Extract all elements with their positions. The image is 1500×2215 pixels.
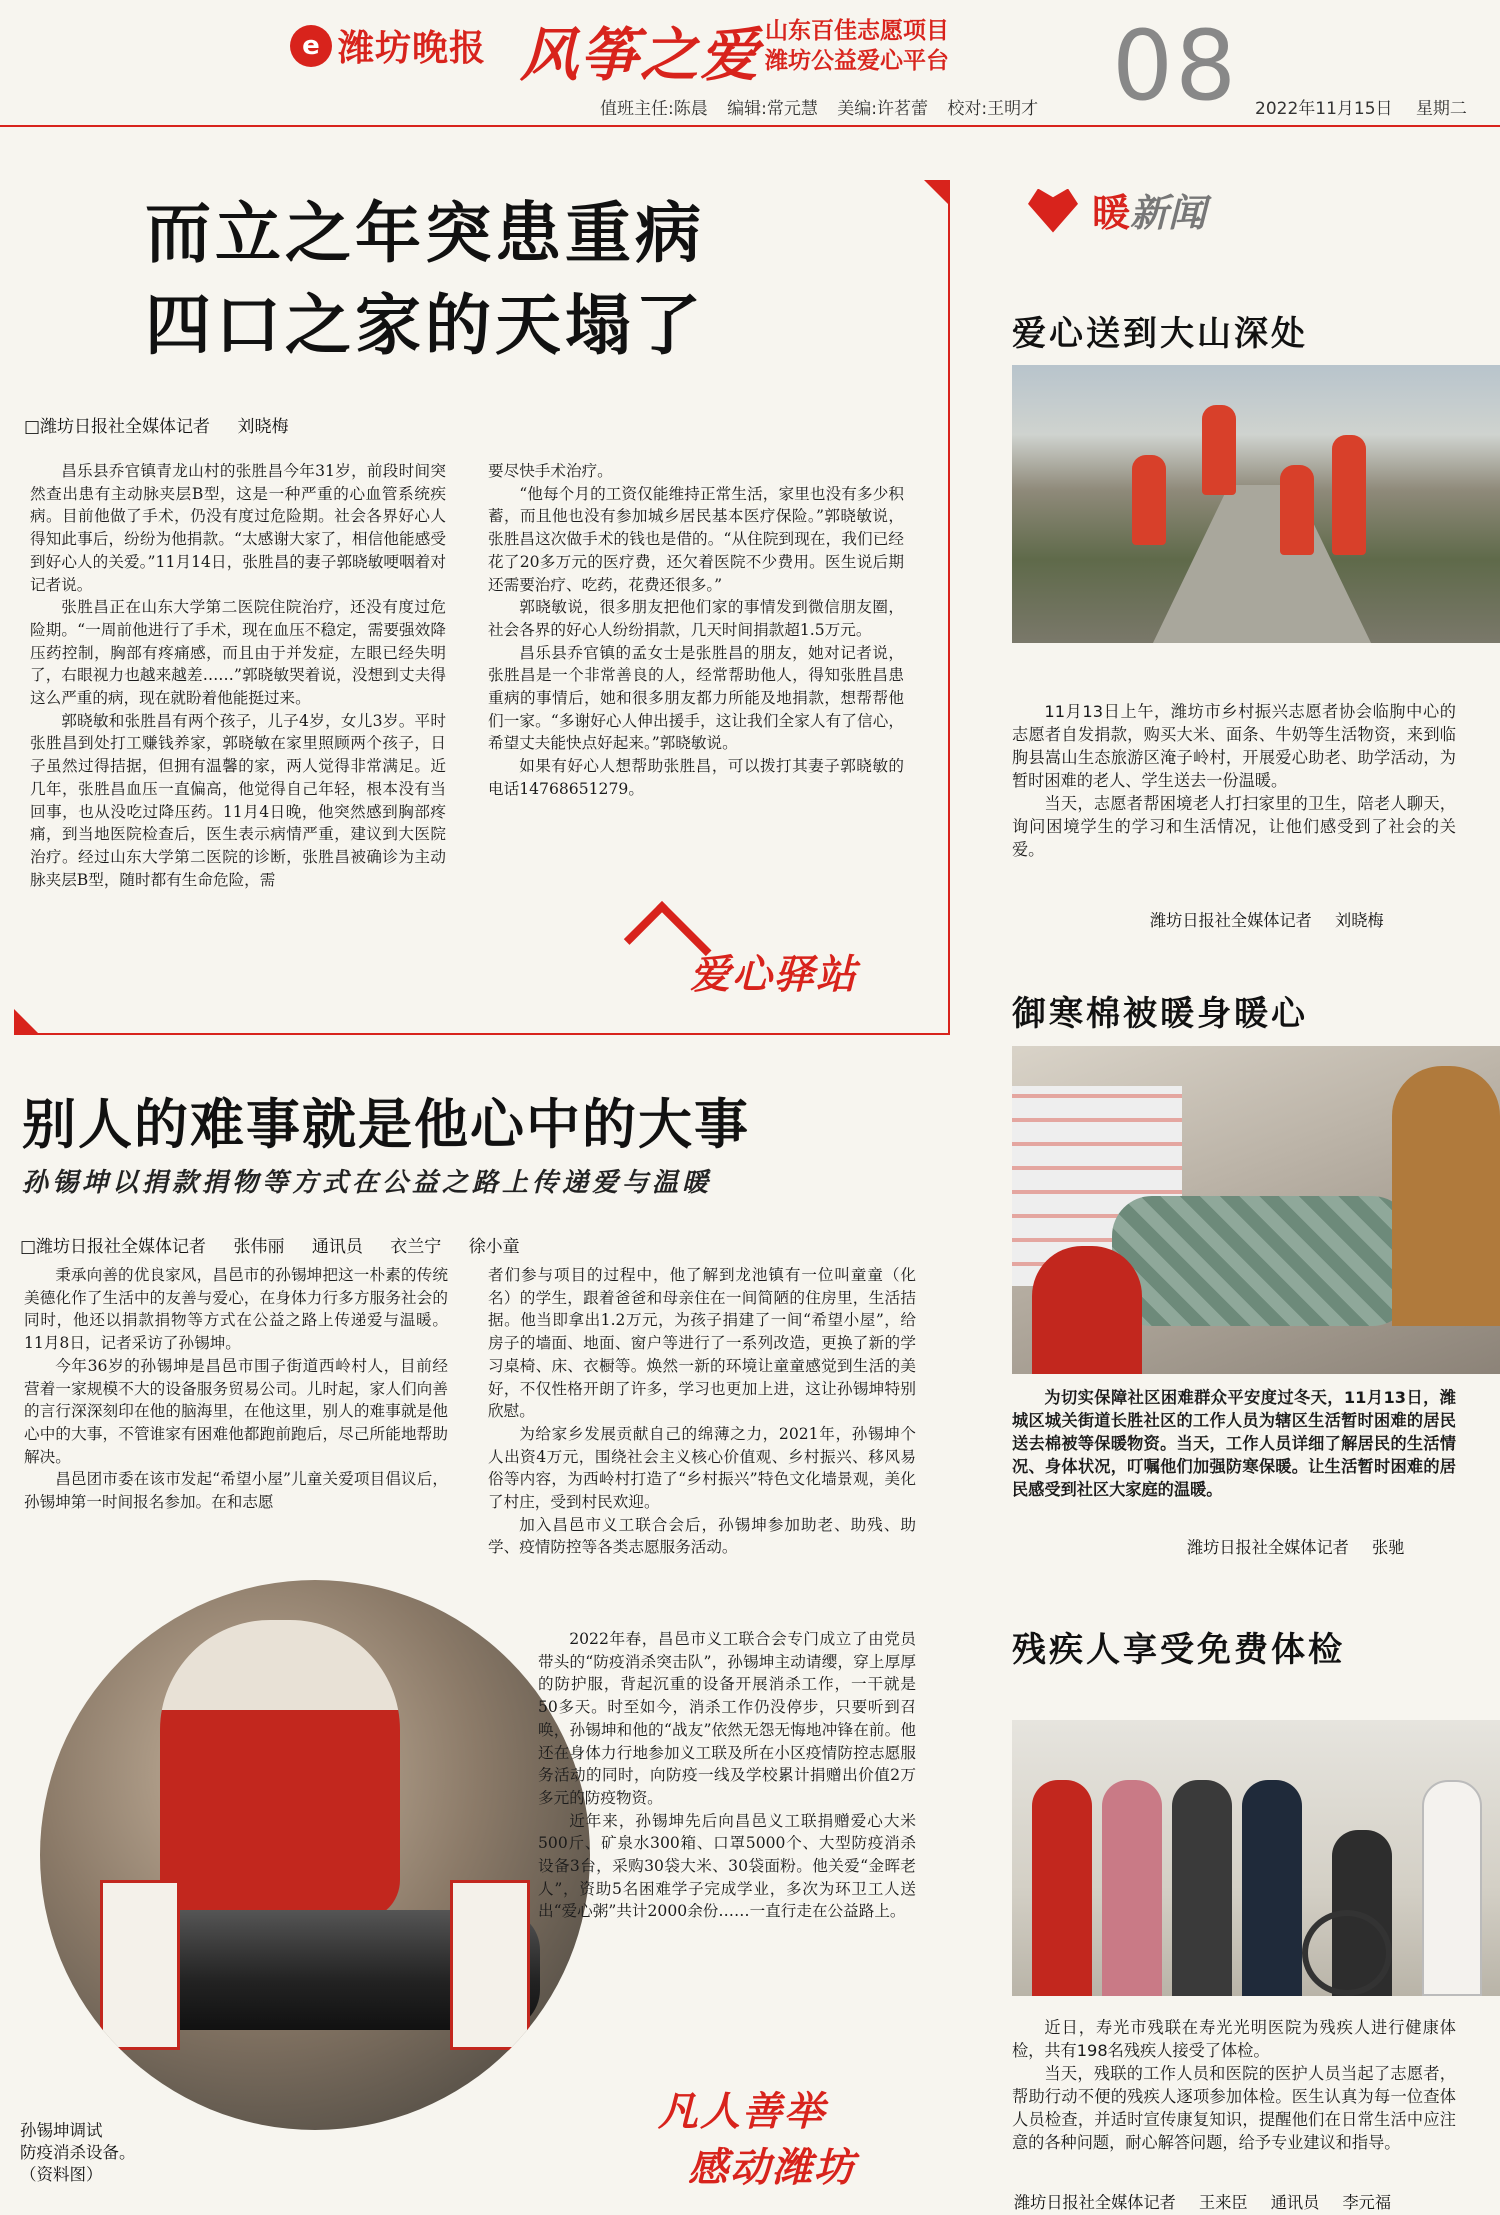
photo-person: [1242, 1780, 1302, 1996]
article2-column2: [488, 1264, 916, 1559]
photo-person: [1102, 1780, 1162, 1996]
article1-byline: [24, 412, 310, 437]
article2-subheadline: 孙锡坤以捐款捐物等方式在公益之路上传递爱与温暖: [22, 1168, 713, 1198]
paragraph: 者们参与项目的过程中，他了解到龙池镇有一位叫童童（化名）的学生，跟着爸爸和母亲住在一间简陋的住房里，生活拮据。他当即拿出1.2万元，为孩子捐建了一间“希望小屋”，给房子的墙面、地面、窗户等进行了一系列改造，更换了新的学习桌椅、床、衣橱等。焕然一新的环境让童童感觉到生活的美好，不仅性格开朗了许多，学习也更加上进，这让孙锡坤特别欣慰。: [488, 1266, 916, 1421]
paragraph: 2022年春，昌邑市义工联合会专门成立了由党员带头的“防疫消杀突击队”，孙锡坤主动请缨，穿上厚厚的防护服，背起沉重的设备开展消杀工作，一干就是50多天。时至如今，消杀工作仍没停步，只要听到召唤，孙锡坤和他的“战友”依然无怨无悔地冲锋在前。他还在身体力行地参加义工联及所在小区疫情防控志愿服务活动的同时，向防疫一线及学校累计捐赠出价值2万多元的防疫物资。: [538, 1630, 916, 1807]
paragraph: 如果有好心人想帮助张胜昌，可以拨打其妻子郭晓敏的电话14768651279。: [488, 757, 904, 798]
photo-quilt: [1112, 1196, 1412, 1326]
story2-body: [1012, 1386, 1456, 1501]
story1-photo: [1012, 365, 1500, 643]
staff-editor: 编辑:常元慧: [727, 99, 818, 119]
ordinary-deeds-stamp: [628, 2080, 908, 2210]
photo-volunteer: [1132, 455, 1166, 545]
paragraph: 昌乐县乔官镇的孟女士是张胜昌的朋友，她对记者说，张胜昌是一个非常善良的人，经常帮助他人，得知张胜昌患重病的事情后，她和很多朋友都力所能及地捐款，想帮帮他们一家。“多谢好心人伸出援手，这让我们全家人有了信心，希望丈夫能快点好起来。”郭晓敏说。: [488, 643, 904, 753]
staff-designer: 美编:许茗蕾: [837, 99, 929, 119]
staff-credits: [600, 94, 1052, 119]
byline-name: 刘晓梅: [237, 417, 289, 437]
warm-news-mark: 暖: [1092, 191, 1131, 235]
brand-subtitle: [765, 16, 949, 76]
credit-name: 刘晓梅: [1335, 911, 1384, 930]
logo-mark-icon: e: [290, 25, 332, 67]
credit-org: 潍坊日报社全媒体记者: [1150, 911, 1312, 930]
warm-news-header: [1022, 182, 1206, 237]
article1-headline: [145, 188, 705, 372]
love-station-label: 爱心驿站: [690, 952, 858, 998]
photo-volunteer: [1202, 405, 1236, 495]
story3-credit: [1014, 2189, 1409, 2213]
article1-column1: [30, 460, 446, 891]
newspaper-logo: [290, 20, 486, 71]
credit-org: 潍坊日报社全媒体记者: [1187, 1538, 1349, 1557]
brand-subtitle-line1: 山东百佳志愿项目: [765, 18, 949, 44]
photo-person: [1032, 1780, 1092, 1996]
paragraph: 11月13日上午，潍坊市乡村振兴志愿者协会临朐中心的志愿者自发捐款，购买大米、面条、牛奶等生活物资，来到临朐县嵩山生态旅游区淹子岭村，开展爱心助老、助学活动，为暂时困难的老人、学生送去一份温暖。: [1012, 702, 1456, 790]
story3-body: [1012, 2016, 1456, 2154]
stamp-line1: 凡人善举: [658, 2089, 826, 2135]
issue-date: [1255, 94, 1485, 119]
photo-volunteer: [1280, 465, 1314, 555]
masthead: [0, 0, 1500, 132]
disinfection-photo: [40, 1580, 590, 2130]
story2-photo: [1012, 1046, 1500, 1374]
article1-column2: [488, 460, 904, 801]
byline-name: 徐小童: [468, 1237, 520, 1257]
byline-org: □潍坊日报社全媒体记者: [24, 417, 211, 437]
byline-role: 通讯员: [311, 1237, 363, 1257]
love-station-stamp: [660, 895, 910, 1005]
heart-hands-icon: [1022, 183, 1084, 237]
paragraph: 近年来，孙锡坤先后向昌邑义工联捐赠爱心大米500斤、矿泉水300箱、口罩5000个、大型防疫消杀设备3台，采购30袋大米、30袋面粉。他关爱“金晖老人”，资助5名困难学子完成学业，多次为环卫工人送出“爱心粥”共计2000余份……一直行走在公益路上。: [538, 1811, 916, 1921]
staff-proofreader: 校对:王明才: [947, 99, 1039, 119]
byline-name: 张伟丽: [233, 1237, 285, 1257]
paragraph: 郭晓敏和张胜昌有两个孩子，儿子4岁，女儿3岁。平时张胜昌到处打工赚钱养家，郭晓敏在家里照顾两个孩子，日子虽然过得拮据，但拥有温馨的家，两人觉得非常满足。近几年，张胜昌血压一直偏高，他觉得自己年轻，根本没有当回事，也从没吃过降压药。11月4日晚，他突然感到胸部疼痛，到当地医院检查后，医生表示病情严重，建议到大医院治疗。经过山东大学第二医院的诊断，张胜昌被确诊为主动脉夹层B型，随时都有生命危险，需: [30, 711, 446, 889]
photo-caption: [20, 2120, 136, 2186]
paragraph: 为切实保障社区困难群众平安度过冬天，11月13日，潍城区城关街道长胜社区的工作人员为辖区生活暂时困难的居民送去棉被等保暖物资。当天，工作人员详细了解居民的生活情况、身体状况，叮嘱他们加强防寒保暖。让生活暂时困难的居民感受到社区大家庭的温暖。: [1012, 1388, 1456, 1499]
paragraph: 为给家乡发展贡献自己的绵薄之力，2021年，孙锡坤个人出资4万元，围绕社会主义核心价值观、乡村振兴、移风易俗等内容，为西岭村打造了“乡村振兴”特色文化墙景观，美化了村庄，受到村民欢迎。: [488, 1424, 916, 1512]
paragraph: 昌乐县乔官镇青龙山村的张胜昌今年31岁，前段时间突然查出患有主动脉夹层B型，这是一种严重的心血管系统疾病。目前他做了手术，仍没有度过危险期。社会各界好心人得知此事后，纷纷为他捐款。“太感谢大家了，相信他能感受到好心人的关爱。”11月14日，张胜昌的妻子郭晓敏哽咽着对记者说。: [30, 462, 446, 594]
credit-name: 张驰: [1372, 1538, 1405, 1557]
article2-headline: 别人的难事就是他心中的大事: [22, 1093, 750, 1156]
article2-byline: [20, 1232, 542, 1257]
byline-org: □潍坊日报社全媒体记者: [20, 1237, 207, 1257]
credit-name: 王来臣: [1199, 2193, 1248, 2212]
paragraph: 近日，寿光市残联在寿光光明医院为残疾人进行健康体检，共有198名残疾人接受了体检。: [1012, 2018, 1456, 2060]
paragraph: 今年36岁的孙锡坤是昌邑市围子街道西岭村人，目前经营着一家规模不大的设备服务贸易公司。儿时起，家人们向善的言行深深刻印在他的脑海里，在他这里，别人的难事就是他心中的大事，不管谁家有困难他都跑前跑后，尽己所能地帮助解决。: [24, 1356, 448, 1466]
credit-role: 通讯员: [1270, 2193, 1320, 2212]
story2-credit: [1187, 1534, 1422, 1558]
column-brand: 风筝之爱: [520, 21, 761, 89]
paragraph: 昌邑团市委在该市发起“希望小屋”儿童关爱项目倡议后，孙锡坤第一时间报名参加。在和志愿: [24, 1470, 448, 1512]
photo-person: [1172, 1780, 1232, 1996]
caption-line: 孙锡坤调试: [20, 2121, 103, 2140]
photo-volunteer: [1332, 435, 1366, 555]
story1-body: [1012, 700, 1456, 861]
warm-news-label: 新闻: [1130, 191, 1207, 235]
story3-photo: [1012, 1720, 1500, 1996]
photo-worker: [1392, 1066, 1500, 1326]
paragraph: “他每个月的工资仅能维持正常生活，家里也没有多少积蓄，而且他也没有参加城乡居民基本医疗保险。”郭晓敏说，张胜昌这次做手术的钱也是借的。“从住院到现在，我们已经花了20多万元的医疗费，还欠着医院不少费用。医生说后期还需要治疗、吃药，花费还很多。”: [488, 484, 904, 594]
paragraph: 当天，志愿者帮困境老人打扫家里的卫生，陪老人聊天，询问困境学生的学习和生活情况，让他们感受到了社会的关爱。: [1012, 794, 1456, 859]
article1-headline-line1: 而立之年突患重病: [145, 195, 705, 272]
paragraph: 张胜昌正在山东大学第二医院住院治疗，还没有度过危险期。“一周前他进行了手术，现在血压不稳定，需要强效降压药控制，胸部有疼痛感，而且由于并发症，左眼已经失明了，右眼视力也越来越差……”郭晓敏哭着说，没想到丈夫得这么严重的病，现在就盼着他能挺过来。: [30, 598, 446, 708]
article2-column1: [24, 1264, 448, 1514]
photo-worker: [1032, 1246, 1142, 1374]
stamp-line2: 感动潍坊: [688, 2145, 856, 2191]
paragraph: 要尽快手术治疗。: [488, 462, 613, 480]
article2-column2-continued: [538, 1628, 916, 1923]
issue-date-text: 2022年11月15日: [1255, 99, 1393, 119]
brand-subtitle-line2: 潍坊公益爱心平台: [765, 48, 949, 74]
paragraph: 秉承向善的优良家风，昌邑市的孙锡坤把这一朴素的传统美德化作了生活中的友善与爱心，在身体力行多方服务社会的同时，他还以捐款捐物等方式在公益之路上传递爱与温暖。11月8日，记者采访了孙锡坤。: [24, 1266, 448, 1353]
logo-text: 潍坊晚报: [338, 28, 487, 69]
wheelchair-icon: [1302, 1910, 1392, 1996]
photo-tank-right: [450, 1880, 530, 2050]
photo-doctor: [1422, 1780, 1482, 1996]
photo-volunteer: [160, 1620, 400, 1920]
photo-tank-left: [100, 1880, 180, 2050]
staff-editor-in-charge: 值班主任:陈晨: [600, 99, 708, 119]
paragraph: 郭晓敏说，很多朋友把他们家的事情发到微信朋友圈，社会各界的好心人纷纷捐款，几天时间捐款超1.5万元。: [488, 598, 904, 639]
caption-line: 防疫消杀设备。: [20, 2143, 136, 2162]
credit-org: 潍坊日报社全媒体记者: [1014, 2193, 1176, 2212]
byline-name: 衣兰宁: [390, 1237, 442, 1257]
story1-headline: 爱心送到大山深处: [1012, 314, 1308, 354]
paragraph: 当天，残联的工作人员和医院的医护人员当起了志愿者，帮助行动不便的残疾人逐项参加体检。医生认真为每一位查体人员检查，并适时宣传康复知识，提醒他们在日常生活中应注意的各种问题，耐心解答问题，给予专业建议和指导。: [1012, 2064, 1456, 2152]
masthead-divider: [0, 125, 1500, 127]
issue-weekday: 星期二: [1415, 99, 1467, 119]
paragraph: 加入昌邑市义工联合会后，孙锡坤参加助老、助残、助学、疫情防控等各类志愿服务活动。: [488, 1515, 916, 1557]
story1-credit: [1150, 907, 1402, 931]
story2-headline: 御寒棉被暖身暖心: [1012, 994, 1308, 1034]
caption-line: （资料图）: [20, 2165, 103, 2184]
credit-name: 李元福: [1342, 2193, 1392, 2212]
article1-headline-line2: 四口之家的天塌了: [145, 287, 705, 364]
story3-headline: 残疾人享受免费体检: [1012, 1630, 1345, 1670]
page-number: 08: [1112, 10, 1239, 122]
